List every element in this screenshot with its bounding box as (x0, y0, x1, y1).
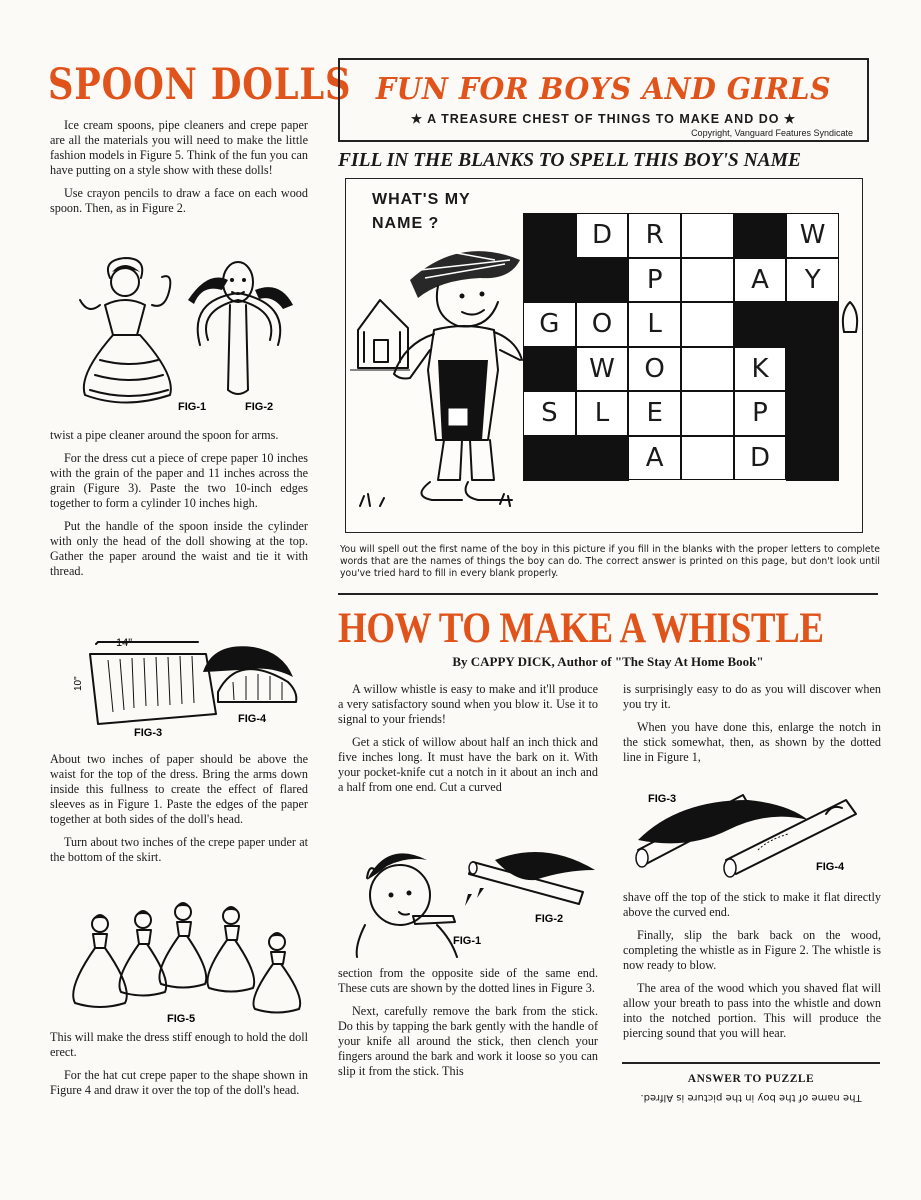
grid-cell-black (523, 347, 576, 392)
grid-cell[interactable] (681, 436, 734, 481)
grid-cell[interactable] (681, 213, 734, 258)
spoon-dolls-intro (50, 118, 308, 224)
fig-5-label: FIG-5 (167, 1013, 196, 1025)
shrub-illustration (840, 296, 862, 336)
grid-cell[interactable]: P (734, 391, 787, 436)
whistle-body-3 (623, 682, 881, 773)
spoon-dolls-body-3 (50, 1030, 308, 1106)
paragraph: This will make the dress stiff enough to hold the doll erect. (50, 1030, 308, 1059)
spoon-dolls-body-1 (50, 428, 308, 587)
grid-cell-black (523, 258, 576, 303)
header-title: FUN FOR BOYS AND GIRLS (375, 72, 832, 107)
doll-figure-3-4-illustration (68, 632, 313, 742)
paragraph: Turn about two inches of the crepe paper under at the bottom of the skirt. (50, 835, 308, 864)
grid-cell[interactable]: O (628, 347, 681, 392)
whistle-fig-3-label: FIG-3 (648, 793, 677, 805)
grid-cell[interactable]: R (628, 213, 681, 258)
copyright-line: Copyright, Vanguard Features Syndicate (691, 128, 853, 138)
grid-cell-black (786, 302, 839, 347)
dimension-10-label: 10" (73, 676, 84, 691)
answer-heading: ANSWER TO PUZZLE (687, 1073, 815, 1085)
paragraph: Ice cream spoons, pipe cleaners and crepe paper are all the materials you will need to make the little fashion models in Figure 5. Think of the fun you can have putting on a style show with these dolls! (50, 118, 308, 177)
grid-cell[interactable]: S (523, 391, 576, 436)
paragraph: is surprisingly easy to do as you will discover when you try it. (623, 682, 881, 711)
bubble-line-1: WHAT'S MY (372, 191, 471, 208)
grid-cell-black (786, 436, 839, 481)
grid-cell-black (576, 258, 629, 303)
answer-divider (622, 1062, 880, 1064)
grid-cell-black (734, 213, 787, 258)
paragraph: For the dress cut a piece of crepe paper 10 inches with the grain of the paper and 11 inches across the grain (Figure 3). Paste the two 10-inch edges together to form a cylinder 10 inches high. (50, 451, 308, 510)
grid-cell[interactable]: W (786, 213, 839, 258)
whistle-fig-4-label: FIG-4 (816, 861, 845, 873)
boy-illustration (350, 220, 530, 530)
byline: By CAPPY DICK, Author of "The Stay At Home Book" (452, 654, 764, 669)
grid-cell[interactable] (681, 391, 734, 436)
whistle-body-2 (338, 966, 598, 1087)
paragraph: The area of the wood which you shaved flat will allow your breath to pass into the whistle and down into the notched portion. This will produce the piercing sound that you will hear. (623, 981, 881, 1040)
paragraph: Next, carefully remove the bark from the stick. Do this by tapping the bark gently with the handle of your knife all around the stick, then clench your fingers around the bark and work it loose so you can slip it from the stick. This (338, 1004, 598, 1078)
whistle-body-1 (338, 682, 598, 803)
grid-cell-black (786, 391, 839, 436)
paragraph: shave off the top of the stick to make it flat directly above the curved end. (623, 890, 881, 919)
grid-cell[interactable]: W (576, 347, 629, 392)
whistle-fig-1-label: FIG-1 (453, 935, 482, 947)
spoon-dolls-body-2 (50, 752, 308, 873)
paragraph: section from the opposite side of the same end. These cuts are shown by the dotted lines in Figure 3. (338, 966, 598, 995)
grid-cell[interactable]: L (576, 391, 629, 436)
grid-cell[interactable]: D (576, 213, 629, 258)
grid-cell[interactable]: K (734, 347, 787, 392)
bubble-line-2: NAME ? (372, 215, 440, 232)
grid-cell[interactable]: E (628, 391, 681, 436)
grid-cell[interactable]: P (628, 258, 681, 303)
grid-cell[interactable]: D (734, 436, 787, 481)
whistle-fig-2-label: FIG-2 (535, 913, 564, 925)
fig-1-label: FIG-1 (178, 401, 207, 413)
fig-4-label: FIG-4 (238, 713, 267, 725)
answer-text-upside-down: The name of the boy in the picture is Alfred. (640, 1092, 862, 1103)
whistle-body-4 (623, 890, 881, 1049)
whistle-title: HOW TO MAKE A WHISTLE (338, 605, 824, 652)
paragraph: For the hat cut crepe paper to the shape shown in Figure 4 and draw it over the top of the doll's head. (50, 1068, 308, 1097)
whistle-figure-1-2-illustration (345, 840, 600, 960)
grid-cell[interactable]: O (576, 302, 629, 347)
paragraph: Finally, slip the bark back on the wood, completing the whistle as in Figure 2. The whistle is now ready to blow. (623, 928, 881, 972)
paragraph: twist a pipe cleaner around the spoon for arms. (50, 428, 279, 442)
grid-cell[interactable]: Y (786, 258, 839, 303)
grid-cell-black (786, 347, 839, 392)
paragraph: Put the handle of the spoon inside the cylinder with only the head of the doll showing at the top. Gather the paper around the waist and tie it with thread. (50, 519, 308, 578)
grid-cell[interactable] (681, 302, 734, 347)
paragraph: About two inches of paper should be above the waist for the top of the dress. Bring the arms down inside this fullness to create the effect of flared sleeves as in Figure 1. Paste the edges of the paper together at both sides of the doll's head. (50, 752, 308, 826)
dimension-14-label: 14" (116, 637, 133, 649)
grid-cell-black (734, 302, 787, 347)
whistle-figure-3-4-illustration (628, 780, 883, 880)
paragraph: Get a stick of willow about half an inch thick and five inches long. It must have the bark on it. With your pocket-knife cut a notch in it about an inch and a half from one end. Cut a curved (338, 735, 598, 794)
grid-cell[interactable] (681, 258, 734, 303)
grid-cell[interactable]: L (628, 302, 681, 347)
header-box (338, 58, 869, 142)
fig-2-label: FIG-2 (245, 401, 274, 413)
paragraph: When you have done this, enlarge the notch in the stick somewhat, then, as shown by the dotted line in Figure 1, (623, 720, 881, 764)
paragraph: A willow whistle is easy to make and it'll produce a very satisfactory sound when you blow it. Use it to signal to your friends! (338, 682, 598, 726)
spoon-dolls-title: SPOON DOLLS (48, 60, 352, 110)
fig-3-label: FIG-3 (134, 727, 163, 739)
grid-cell[interactable]: A (734, 258, 787, 303)
doll-figure-5-illustration (65, 902, 310, 1027)
grid-cell[interactable]: G (523, 302, 576, 347)
section-divider (338, 593, 878, 595)
paragraph: Use crayon pencils to draw a face on each wood spoon. Then, as in Figure 2. (50, 186, 308, 215)
doll-figure-1-2-illustration (60, 250, 310, 420)
header-subtitle: ★ A TREASURE CHEST OF THINGS TO MAKE AND DO ★ (410, 112, 797, 126)
puzzle-caption: You will spell out the first name of the boy in this picture if you fill in the blanks with the proper letters to complete words that are the names of things the boy can do. The correct answer is printed on this page, but don't look until you've tried hard to fill in every blank properly. (340, 544, 880, 579)
grid-cell[interactable]: A (628, 436, 681, 481)
grid-cell[interactable] (681, 347, 734, 392)
grid-cell-black (576, 436, 629, 481)
grid-cell-black (523, 436, 576, 481)
crossword-grid (523, 213, 839, 480)
grid-cell-black (523, 213, 576, 258)
puzzle-title: FILL IN THE BLANKS TO SPELL THIS BOY'S NAME (338, 150, 802, 171)
